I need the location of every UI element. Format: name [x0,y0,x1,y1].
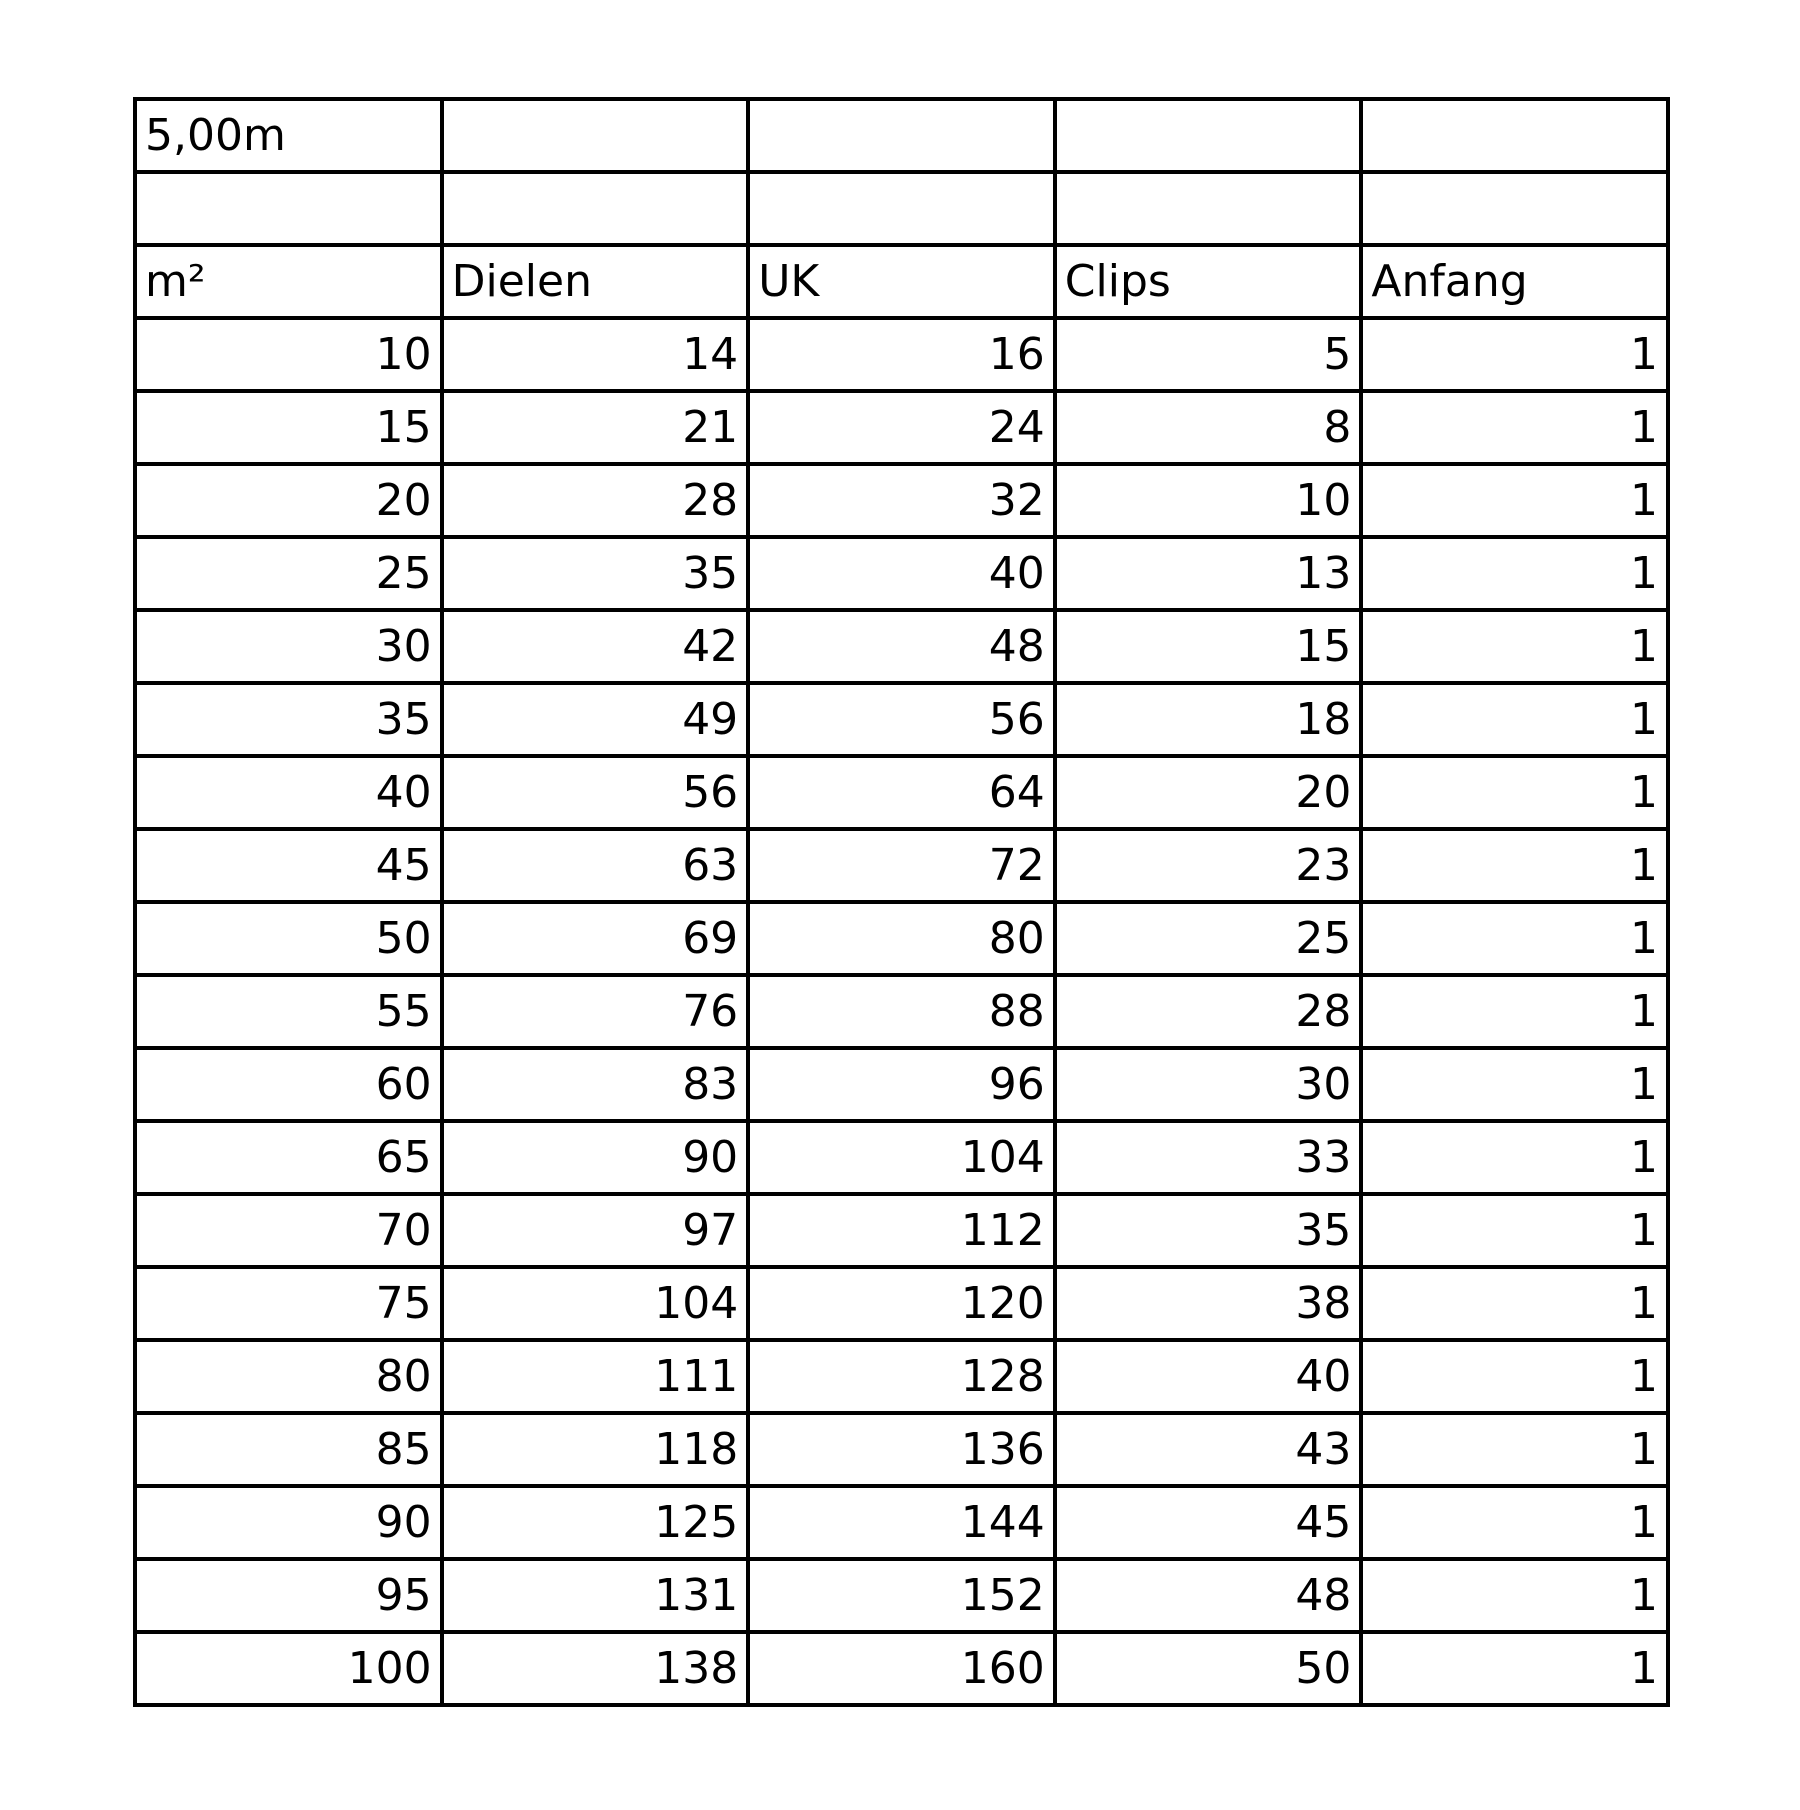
empty-cell [1361,99,1668,172]
empty-cell [1055,99,1362,172]
title-row [135,99,1668,172]
cell-dielen: 131 [442,1559,749,1632]
table-row [135,902,1668,975]
cell-anfang: 1 [1361,975,1668,1048]
table-row [135,318,1668,391]
cell-clips: 40 [1055,1340,1362,1413]
cell-clips: 38 [1055,1267,1362,1340]
table-row [135,1267,1668,1340]
table-row [135,391,1668,464]
cell-area: 20 [135,464,442,537]
cell-area: 95 [135,1559,442,1632]
cell-area: 40 [135,756,442,829]
cell-uk: 152 [748,1559,1055,1632]
cell-anfang: 1 [1361,756,1668,829]
cell-anfang: 1 [1361,1194,1668,1267]
table-row [135,975,1668,1048]
header-cell-dielen: Dielen [442,245,749,318]
cell-dielen: 90 [442,1121,749,1194]
cell-anfang: 1 [1361,391,1668,464]
cell-clips: 28 [1055,975,1362,1048]
cell-clips: 18 [1055,683,1362,756]
cell-uk: 104 [748,1121,1055,1194]
cell-dielen: 28 [442,464,749,537]
cell-anfang: 1 [1361,464,1668,537]
cell-anfang: 1 [1361,1048,1668,1121]
header-row [135,245,1668,318]
cell-uk: 112 [748,1194,1055,1267]
cell-area: 10 [135,318,442,391]
table-row [135,1413,1668,1486]
cell-anfang: 1 [1361,610,1668,683]
cell-anfang: 1 [1361,1267,1668,1340]
cell-uk: 48 [748,610,1055,683]
header-cell-area: m² [135,245,442,318]
cell-uk: 16 [748,318,1055,391]
table-row [135,1632,1668,1705]
cell-dielen: 111 [442,1340,749,1413]
header-cell-uk: UK [748,245,1055,318]
cell-dielen: 49 [442,683,749,756]
cell-area: 50 [135,902,442,975]
cell-area: 15 [135,391,442,464]
cell-uk: 40 [748,537,1055,610]
table-row [135,1340,1668,1413]
cell-area: 80 [135,1340,442,1413]
table-row [135,756,1668,829]
cell-dielen: 21 [442,391,749,464]
header-cell-clips: Clips [1055,245,1362,318]
material-table [133,97,1670,1707]
empty-cell [135,172,442,245]
blank-row [135,172,1668,245]
cell-area: 25 [135,537,442,610]
cell-dielen: 76 [442,975,749,1048]
empty-cell [442,99,749,172]
cell-uk: 56 [748,683,1055,756]
cell-area: 70 [135,1194,442,1267]
table-row [135,1559,1668,1632]
table-row [135,1048,1668,1121]
cell-dielen: 104 [442,1267,749,1340]
empty-cell [442,172,749,245]
cell-anfang: 1 [1361,902,1668,975]
cell-uk: 144 [748,1486,1055,1559]
cell-dielen: 69 [442,902,749,975]
table-row [135,829,1668,902]
cell-uk: 32 [748,464,1055,537]
table-row [135,537,1668,610]
table-row [135,1194,1668,1267]
cell-dielen: 42 [442,610,749,683]
cell-clips: 45 [1055,1486,1362,1559]
table-row [135,683,1668,756]
cell-clips: 50 [1055,1632,1362,1705]
cell-dielen: 14 [442,318,749,391]
cell-dielen: 97 [442,1194,749,1267]
empty-cell [1361,172,1668,245]
cell-anfang: 1 [1361,1121,1668,1194]
cell-clips: 5 [1055,318,1362,391]
cell-clips: 20 [1055,756,1362,829]
cell-uk: 160 [748,1632,1055,1705]
cell-area: 35 [135,683,442,756]
empty-cell [748,99,1055,172]
table-row [135,1486,1668,1559]
cell-anfang: 1 [1361,1486,1668,1559]
cell-clips: 35 [1055,1194,1362,1267]
cell-dielen: 118 [442,1413,749,1486]
cell-uk: 72 [748,829,1055,902]
cell-area: 85 [135,1413,442,1486]
table-row [135,610,1668,683]
cell-clips: 33 [1055,1121,1362,1194]
cell-dielen: 83 [442,1048,749,1121]
cell-dielen: 63 [442,829,749,902]
cell-area: 60 [135,1048,442,1121]
cell-area: 90 [135,1486,442,1559]
cell-anfang: 1 [1361,1340,1668,1413]
cell-uk: 96 [748,1048,1055,1121]
cell-dielen: 56 [442,756,749,829]
cell-dielen: 35 [442,537,749,610]
cell-anfang: 1 [1361,537,1668,610]
cell-dielen: 125 [442,1486,749,1559]
empty-cell [1055,172,1362,245]
cell-area: 55 [135,975,442,1048]
material-table-body [135,99,1668,1705]
title-cell: 5,00m [135,99,442,172]
cell-anfang: 1 [1361,1632,1668,1705]
cell-uk: 24 [748,391,1055,464]
cell-clips: 30 [1055,1048,1362,1121]
cell-anfang: 1 [1361,318,1668,391]
cell-uk: 136 [748,1413,1055,1486]
cell-area: 100 [135,1632,442,1705]
cell-uk: 128 [748,1340,1055,1413]
cell-anfang: 1 [1361,683,1668,756]
cell-clips: 10 [1055,464,1362,537]
empty-cell [748,172,1055,245]
table-row [135,464,1668,537]
cell-anfang: 1 [1361,1559,1668,1632]
cell-uk: 120 [748,1267,1055,1340]
cell-area: 45 [135,829,442,902]
cell-uk: 64 [748,756,1055,829]
cell-dielen: 138 [442,1632,749,1705]
cell-uk: 88 [748,975,1055,1048]
cell-area: 75 [135,1267,442,1340]
cell-area: 65 [135,1121,442,1194]
cell-anfang: 1 [1361,1413,1668,1486]
cell-clips: 48 [1055,1559,1362,1632]
cell-clips: 23 [1055,829,1362,902]
cell-clips: 8 [1055,391,1362,464]
cell-clips: 25 [1055,902,1362,975]
table-row [135,1121,1668,1194]
cell-clips: 15 [1055,610,1362,683]
cell-area: 30 [135,610,442,683]
cell-clips: 43 [1055,1413,1362,1486]
cell-clips: 13 [1055,537,1362,610]
cell-uk: 80 [748,902,1055,975]
header-cell-anfang: Anfang [1361,245,1668,318]
cell-anfang: 1 [1361,829,1668,902]
